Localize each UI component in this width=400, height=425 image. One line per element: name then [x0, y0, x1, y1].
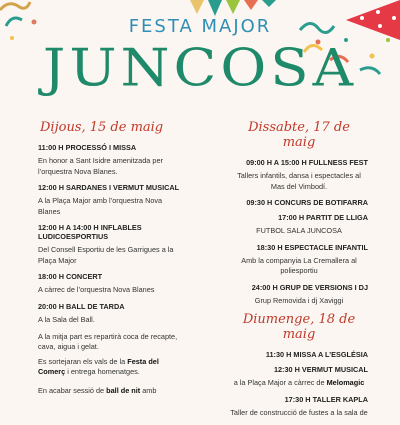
event-description: Amb la companyia La Cremallera al poliesportiu [241, 255, 357, 276]
note-text: i entrega homenatges. [65, 367, 140, 377]
day-heading-thursday: Dijous, 15 de maig [40, 120, 164, 135]
event-description: Taller de construcció de fustes a la sala de [230, 408, 368, 418]
event-description: A la Sala del Ball. [38, 315, 95, 325]
juncosa-title: JUNCOSA [42, 38, 358, 99]
event-time: 11:00 H PROCESSÓ I MISSA [38, 143, 137, 152]
event-time: 09:30 H CONCURS DE BOTIFARRA [246, 198, 368, 208]
left-column [38, 120, 186, 401]
description-highlight: Melomagic [326, 378, 365, 388]
event-time: 12:30 H VERMUT MUSICAL [273, 365, 368, 375]
festa-major-title: FESTA MAJOR [128, 16, 272, 37]
event-item [230, 365, 368, 389]
event-note: A la mitja part es repartirà coca de recapte, cava, aigua i gelat. [38, 331, 178, 352]
description-text: a la Plaça Major a càrrec de [233, 378, 327, 388]
event-description: FUTBOL SALA JUNCOSA [256, 226, 342, 236]
note-text: En acabar sessió de [38, 385, 107, 395]
event-description: Del Consell Esportiu de les Garrigues a la Plaça Major [38, 245, 174, 265]
event-item [38, 272, 186, 296]
event-item [230, 158, 368, 192]
day-heading-saturday: Dissabte, 17 de maig [248, 120, 350, 150]
day-heading-sunday: Diumenge, 18 de maig [242, 312, 356, 343]
event-note [38, 386, 186, 397]
right-column [230, 120, 368, 425]
event-time: 11:30 H MISSA A L’ESGLÉSIA [265, 350, 368, 360]
event-item [230, 283, 368, 307]
note-highlight: ball de nit [106, 385, 141, 395]
event-item [230, 350, 368, 359]
event-time: 17:00 H PARTIT DE LLIGA [278, 213, 368, 223]
note-highlight: Festa del Comerç [38, 356, 159, 377]
event-time: 12:00 H SARDANES I VERMUT MUSICAL [38, 183, 180, 193]
event-item [230, 198, 368, 207]
event-item [230, 243, 368, 277]
event-item [230, 213, 368, 237]
event-description [230, 378, 368, 389]
event-note [38, 357, 186, 378]
event-time: 24:00 H GRUP DE VERSIONS I DJ [251, 282, 368, 292]
event-item [38, 223, 186, 266]
event-item [38, 302, 186, 326]
event-description: A la Plaça Major amb l’orquestra Nova Blanes [38, 196, 163, 216]
event-description: A càrrec de l’orquestra Nova Blanes [38, 285, 155, 295]
event-item [38, 143, 186, 177]
event-time: 12:00 H A 14:00 H INFLABLES LUDICOESPORTIUS [38, 223, 142, 242]
event-time: 18:00 H CONCERT [38, 272, 103, 282]
event-time: 20:00 H BALL DE TARDA [38, 302, 125, 312]
note-text: Es sortejaran els vals de la [38, 356, 128, 366]
event-description: En honor a Sant Isidre amenitzada per l’orquestra Nova Blanes. [38, 156, 163, 176]
event-description: Tallers infantils, dansa i espectacles al Mas del Vimbodí. [237, 171, 361, 191]
event-time: 18:30 H ESPECTACLE INFANTIL [256, 242, 368, 252]
event-item [230, 395, 368, 419]
event-time: 17:30 H TALLER KAPLA [284, 395, 368, 405]
event-item [38, 183, 186, 217]
event-description: Grup Removida i dj Xaviggi [254, 295, 344, 305]
event-time: 09:00 H A 15:00 H FULLNESS FEST [246, 158, 368, 167]
note-text: amb [140, 385, 157, 395]
